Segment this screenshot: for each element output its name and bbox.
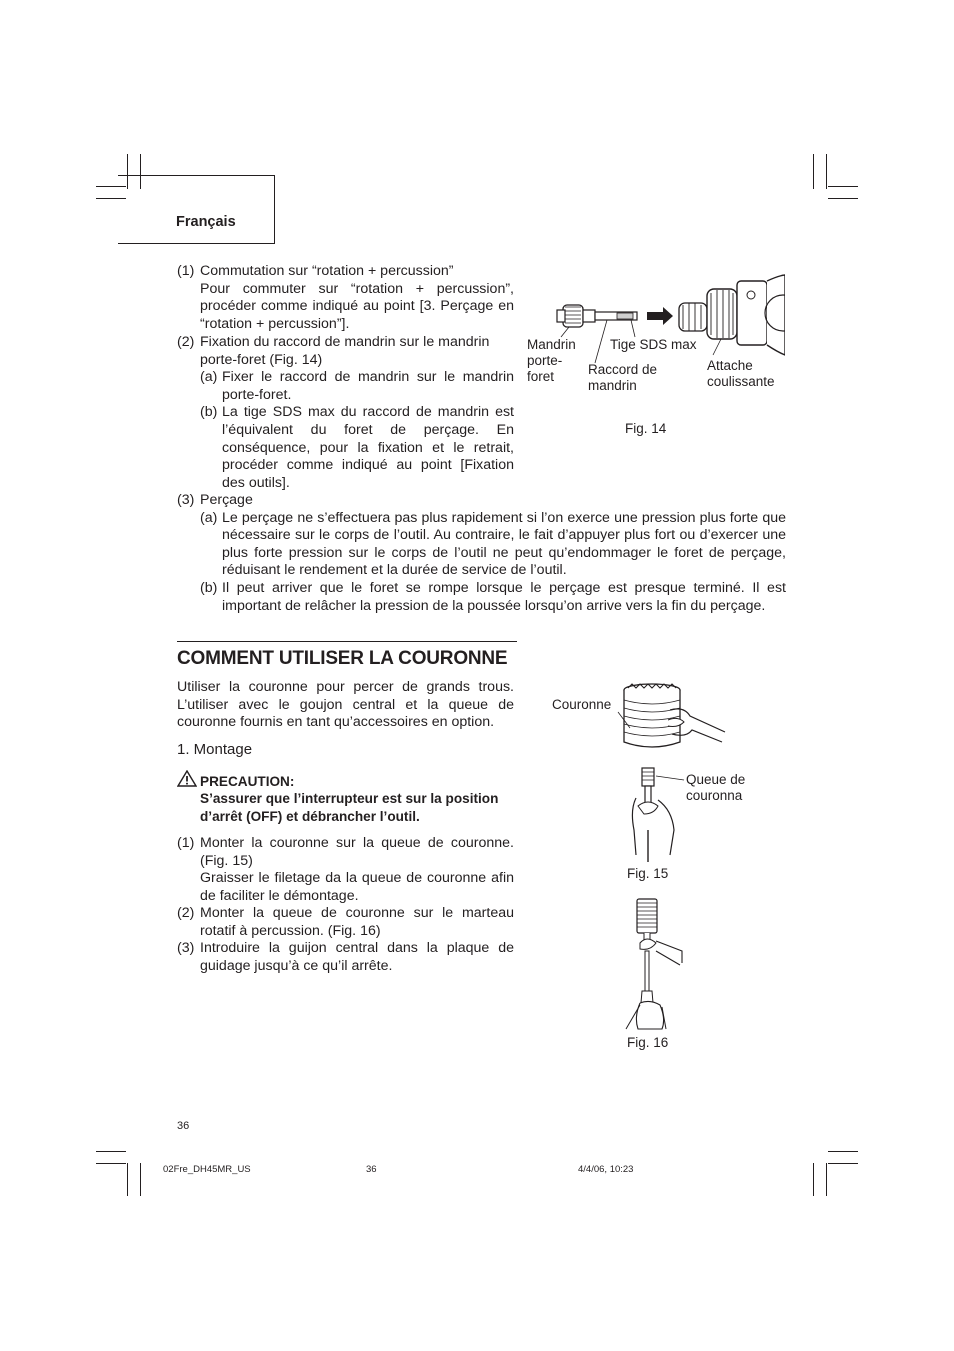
crop-mark <box>813 154 814 189</box>
item-2: (2) Fixation du raccord de mandrin sur le mandrin porte-foret (Fig. 14) (a) Fixer le raccord de mandrin sur le mandrin porte-foret. (b) La tige SDS max du raccord de mandrin est l’équivalent du foret de perçage. En conséquence, pour la fixation et le retrait, procéder comme indiqué au point [Fixation des outils]. <box>177 334 514 491</box>
footer-page: 36 <box>366 1164 377 1175</box>
crop-mark <box>826 154 827 189</box>
fig16-caption: Fig. 16 <box>627 1035 669 1050</box>
section-heading <box>177 641 517 670</box>
montage-heading: 1. Montage <box>177 741 253 758</box>
crop-mark <box>828 1163 858 1164</box>
crop-mark <box>826 1163 827 1196</box>
crop-mark <box>828 186 858 187</box>
label-queue: Queue de couronna <box>686 772 746 803</box>
item-2b: (b) La tige SDS max du raccord de mandrin est l’équivalent du foret de perçage. En conséquence, pour la fixation et le retrait, procéder comme indiqué au point [Fixation des outils]. <box>200 404 514 491</box>
item-2a: (a) Fixer le raccord de mandrin sur le mandrin porte-foret. <box>200 369 514 403</box>
label-couronne: Couronne <box>552 697 612 712</box>
crop-mark <box>127 1163 128 1196</box>
label-tige: Tige SDS max <box>610 337 697 352</box>
step-3: (3) Introduire la guijon central dans la plaque de guidage jusqu’à ce qu’il arrête. <box>177 940 514 974</box>
crop-mark <box>140 1163 141 1196</box>
caution-title: PRECAUTION: <box>200 774 295 789</box>
item-3a: (a) Le perçage ne s’effectuera pas plus rapidement si l’on exerce une pression plus forte que nécessaire sur le corps de l’outil. Au contraire, le fait d’appuyer plus fort ou d’exercer une plus forte pression sur le corps de l’outil ne peut qu’endommager le foret de perçage, réduisant le rendement et la durée de service de l’outil. <box>200 509 786 579</box>
intro-paragraph: Utiliser la couronne pour percer de grands trous. L’utiliser avec le goujon central et la queue de couronne fournis en tant qu’accessoires en option. <box>177 679 514 731</box>
fig15-caption: Fig. 15 <box>627 866 669 881</box>
warning-icon <box>177 770 197 787</box>
item-1: (1) Commutation sur “rotation + percussion” Pour commuter sur “rotation + percussion”, procéder comme indiqué au point [3. Perçage en “rotation + percussion”]. <box>177 263 514 332</box>
caution-text: S’assurer que l’interrupteur est sur la position d’arrêt (OFF) et débrancher l’outil. <box>200 791 499 824</box>
crop-mark <box>96 1163 126 1164</box>
footer-date: 4/4/06, 10:23 <box>578 1164 634 1175</box>
label-mandrin: Mandrin porte-foret <box>527 337 576 384</box>
footer-file: 02Fre_DH45MR_US <box>163 1164 251 1175</box>
crop-mark <box>813 1163 814 1196</box>
item-3: (3) Perçage (a) Le perçage ne s’effectuera pas plus rapidement si l’on exerce une pression plus forte que nécessaire sur le corps de l’outil. Au contraire, le fait d’appuyer plus fort ou d’exercer une plus forte pression sur le corps de l’outil ne peut qu’endommager le foret de perçage, réduisant le rendement et la durée de service de l’outil. (b) Il peut arriver que le foret se rompe lorsque le perçage est presque terminé. Il est important de relâcher la pression de la poussée lorsqu’on arrive vers la fin du perçage. <box>177 492 786 614</box>
section-title: COMMENT UTILISER LA COURONNE <box>177 648 508 669</box>
crop-mark <box>96 1151 126 1152</box>
page-number: 36 <box>177 1120 190 1132</box>
hammer-mount-illustration <box>620 895 690 1035</box>
step-2: (2) Monter la queue de couronne sur le marteau rotatif à percussion. (Fig. 16) <box>177 905 514 939</box>
item-3b: (b) Il peut arriver que le foret se rompe lorsque le perçage est presque terminé. Il est important de relâcher la pression de la poussée lorsqu’on arrive vers la fin du perçage. <box>200 579 786 614</box>
language-label: Français <box>176 214 236 230</box>
crop-mark <box>828 1151 858 1152</box>
step-1: (1) Monter la couronne sur la queue de couronne. (Fig. 15) Graisser le filetage da la queue de couronne afin de faciliter le démontage. <box>177 835 514 904</box>
label-attache: Attache coulissante <box>707 358 775 389</box>
language-tab <box>118 175 275 244</box>
fig14-caption: Fig. 14 <box>625 421 667 436</box>
crop-mark <box>828 198 858 199</box>
label-raccord: Raccord de mandrin <box>588 362 658 393</box>
